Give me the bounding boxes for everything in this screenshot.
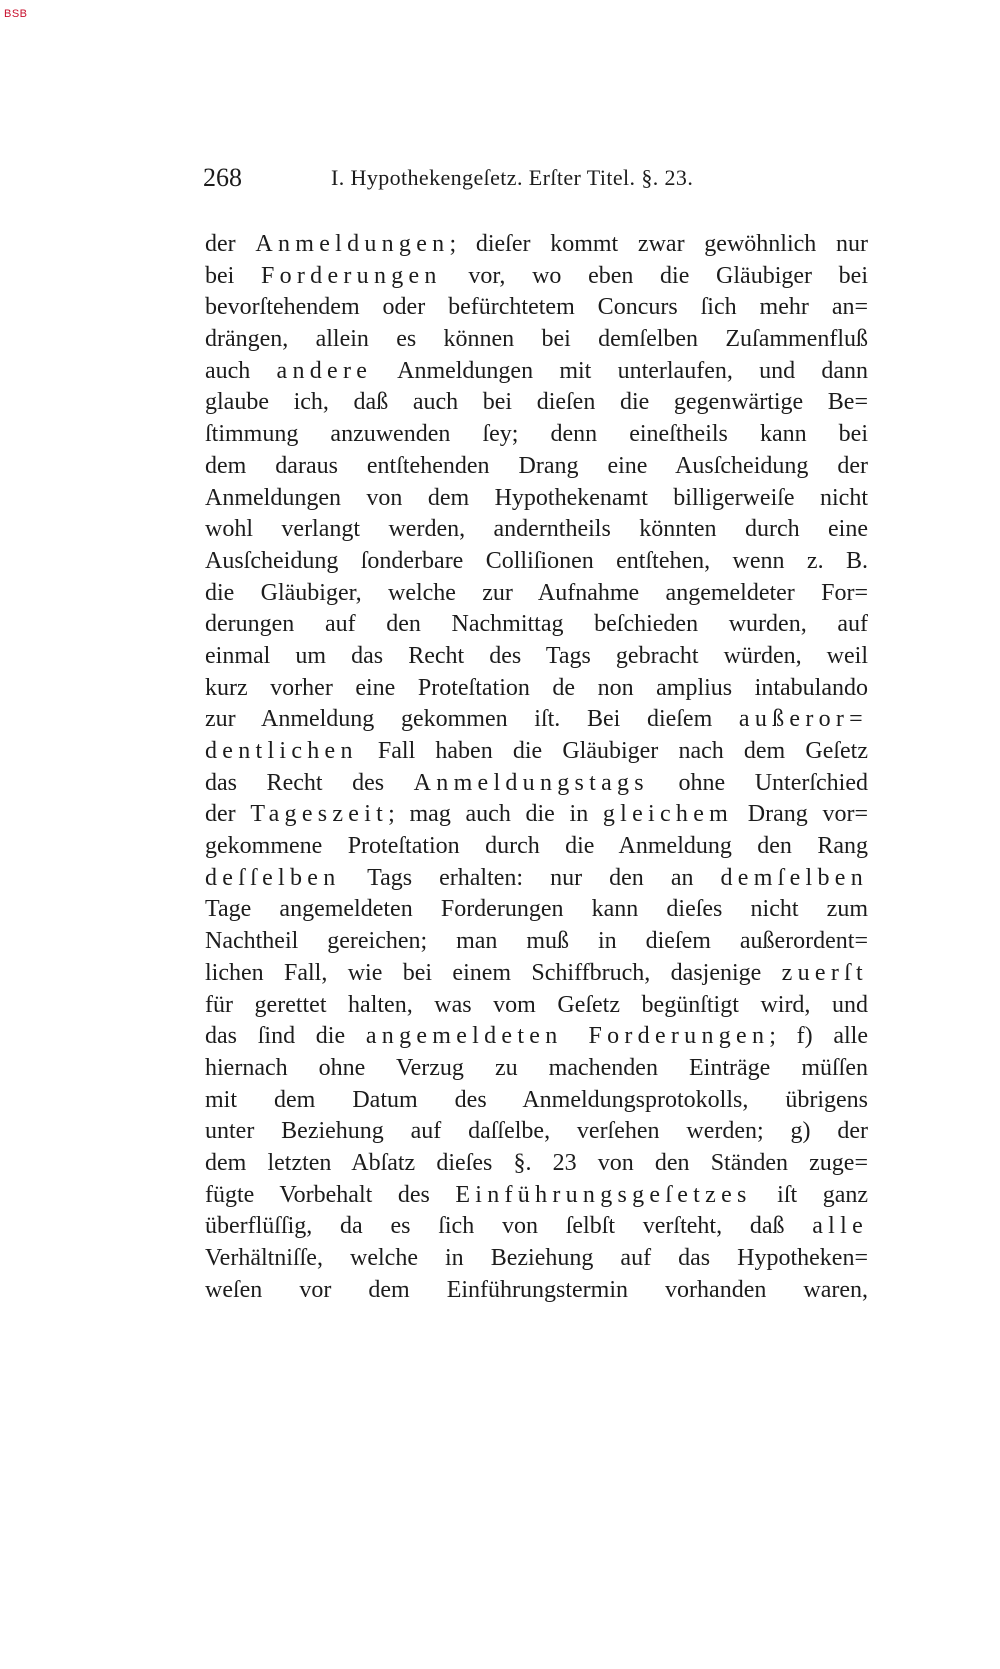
text-segment: gekommene Proteſtation durch die Anmeldung den Rang [205,833,868,860]
text-segment: das Recht des [205,769,414,796]
text-line [205,387,868,419]
text-segment: ; dieſer kommt zwar gewöhnlich nur [449,231,868,257]
text-line [205,894,868,926]
text-segment: Anmeldungen von dem Hypothekenamt billigerweiſe nicht [205,484,868,511]
text-line [205,863,868,895]
text-segment: kurz vorher eine Proteſtation de non amplius intabulando [205,674,868,701]
emphasized-text: zuerſt [781,959,868,986]
text-line [205,356,868,388]
emphasized-text: demſelben [720,864,868,891]
text-line [205,736,868,768]
text-segment: dem letzten Abſatz dieſes §. 23 von den Ständen zuge= [205,1149,868,1176]
text-line [205,546,868,578]
text-segment: ſtimmung anzuwenden ſey; denn eineſtheils kann bei [205,421,868,448]
text-segment: einmal um das Recht des Tags gebracht würden, weil [205,642,868,669]
text-segment: wohl verlangt werden, anderntheils könnten durch eine [205,516,868,543]
emphasized-text: Forderungen [261,262,442,289]
text-segment: glaube ich, daß auch bei dieſen die gegenwärtige Be= [205,389,868,416]
text-segment: weſen vor dem Einführungstermin vorhanden waren, [205,1276,868,1303]
text-line [205,483,868,515]
text-segment: auch [205,357,277,384]
text-line [205,799,868,831]
text-line [205,1180,868,1212]
text-line [205,1275,868,1307]
library-watermark: BSB [4,8,28,20]
text-segment: zur Anmeldung gekommen iſt. Bei dieſem [205,706,739,733]
page-header [203,163,868,193]
emphasized-text: dentlichen [205,738,358,764]
text-segment: vor, wo eben die Gläubiger bei [441,262,868,289]
text-line [205,990,868,1022]
emphasized-text: Anmeldungen [255,231,450,257]
text-segment: Anmeldungen mit unterlaufen, und dann [372,357,868,384]
text-line [205,673,868,705]
text-segment: dem daraus entſtehenden Drang eine Ausſcheidung der [205,452,868,479]
text-segment: die Gläubiger, welche zur Aufnahme angemeldeter For= [205,579,868,606]
emphasized-text: andere [276,357,373,384]
text-segment: mit dem Datum des Anmeldungsprotokolls, übrigens [205,1086,868,1113]
text-segment: Verhältniſſe, welche in Beziehung auf das Hypotheken= [205,1245,868,1271]
text-line [205,229,868,261]
text-segment: lichen Fall, wie bei einem Schiffbruch, dasjenige [205,959,782,986]
running-title: I. Hypothekengeſetz. Erſter Titel. §. 23. [331,165,694,190]
text-segment: für gerettet halten, was vom Geſetz begünſtigt wird, und [205,991,868,1018]
text-line [205,514,868,546]
emphasized-text: Tageszeit [250,801,389,828]
text-segment: fügte Vorbehalt des [205,1181,456,1208]
text-segment: Tage angemeldeten Forderungen kann dieſes nicht zum [205,896,868,923]
text-line [205,292,868,324]
emphasized-text: gleichem [602,801,734,828]
text-line [205,451,868,483]
text-line [205,1211,868,1243]
emphasized-text: deſſelben [205,864,341,891]
emphasized-text: außeror= [738,706,868,733]
text-segment: hiernach ohne Verzug zu machenden Einträge müſſen [205,1054,868,1081]
text-line [205,1243,868,1275]
text-segment: Drang vor= [733,801,868,828]
text-segment: das ſind die [205,1023,366,1050]
text-line [205,831,868,863]
text-line [205,704,868,736]
text-line [205,768,868,800]
text-segment: drängen, allein es können bei demſelben Zuſammenfluß [205,326,868,353]
text-segment: unter Beziehung auf daſſelbe, verſehen werden; g) der [205,1118,868,1145]
emphasized-text: alle [812,1213,868,1240]
text-segment: ; f) alle [769,1023,868,1050]
text-segment: derungen auf den Nachmittag beſchieden wurden, auf [205,611,868,638]
emphasized-text: Einführungsgeſetzes [455,1181,752,1208]
text-segment: ; mag auch die in [388,801,603,828]
text-segment: Fall haben die Gläubiger nach dem Geſetz [357,738,868,764]
text-line [205,958,868,990]
text-segment: der [205,231,256,257]
text-segment: Nachtheil gereichen; man muß in dieſem außerordent= [205,928,868,955]
text-line [205,261,868,293]
text-segment: iſt ganz [751,1181,868,1208]
body-text [205,229,868,1306]
text-segment: der [205,801,251,828]
text-line [205,1116,868,1148]
text-line [205,1053,868,1085]
emphasized-text: Anmeldungstags [413,769,649,796]
text-segment: Tags erhalten: nur den an [340,864,721,891]
page-number: 268 [203,163,242,192]
emphasized-text: angemeldeten Forderungen [365,1023,770,1050]
text-segment: überflüſſig, da es ſich von ſelbſt verſteht, daß [205,1213,813,1240]
text-line [205,609,868,641]
text-segment: bei [205,262,261,289]
text-line [205,926,868,958]
text-line [205,1021,868,1053]
text-segment: ohne Unterſchied [648,769,868,796]
text-line [205,1085,868,1117]
text-line [205,641,868,673]
text-line [205,578,868,610]
text-line [205,324,868,356]
text-segment: Ausſcheidung ſonderbare Colliſionen entſtehen, wenn z. B. [205,547,868,574]
text-line [205,1148,868,1180]
text-segment: bevorſtehendem oder befürchtetem Concurs ſich mehr an= [205,294,868,321]
text-line [205,419,868,451]
